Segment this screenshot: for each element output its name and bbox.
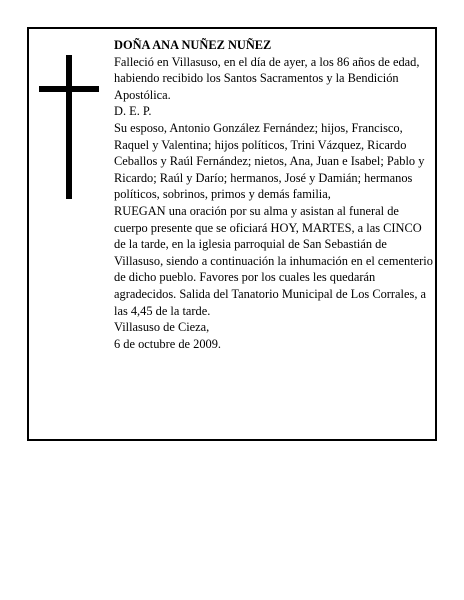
notice-date: 6 de octubre de 2009. — [114, 336, 222, 351]
obituary-notice — [27, 27, 437, 441]
deceased-name: DOÑA ANA NUÑEZ NUÑEZ — [114, 38, 272, 52]
rip-line: D. E. P. — [114, 104, 152, 119]
funeral-request: RUEGAN una oración por su alma y asistan al funeral de cuerpo presente que se oficiará HOY, MARTES, a las CINCO de la tarde, en la iglesia parroquial de San Sebastián de Villasuso, siendo a continuación la inhumación en el cementerio de dicho pueblo. Favores por los cuales les quedarán agradecidos. Salida del Tanatorio Municipal de Los Corrales, a las 4,45 de la tarde. — [114, 203, 433, 318]
family-list: Su esposo, Antonio González Fernández; hijos, Francisco, Raquel y Valentina; hijos políticos, Trini Vázquez, Ricardo Ceballos y Raúl Fernández; nietos, Ana, Juan e Isabel; Pablo y Ricardo; Raúl y Darío; hermanos, José y Damián; hermanos políticos, sobrinos, primos y demás familia, — [114, 120, 425, 202]
cross-horizontal-bar — [39, 86, 99, 92]
death-announcement: Falleció en Villasuso, en el día de ayer, a los 86 años de edad, habiendo recibido los Santos Sacramentos y la Bendición Apostólica. — [114, 54, 420, 102]
notice-place: Villasuso de Cieza, — [114, 320, 210, 335]
cross-icon — [39, 55, 99, 199]
obituary-text — [114, 37, 434, 352]
cross-vertical-bar — [66, 55, 72, 199]
